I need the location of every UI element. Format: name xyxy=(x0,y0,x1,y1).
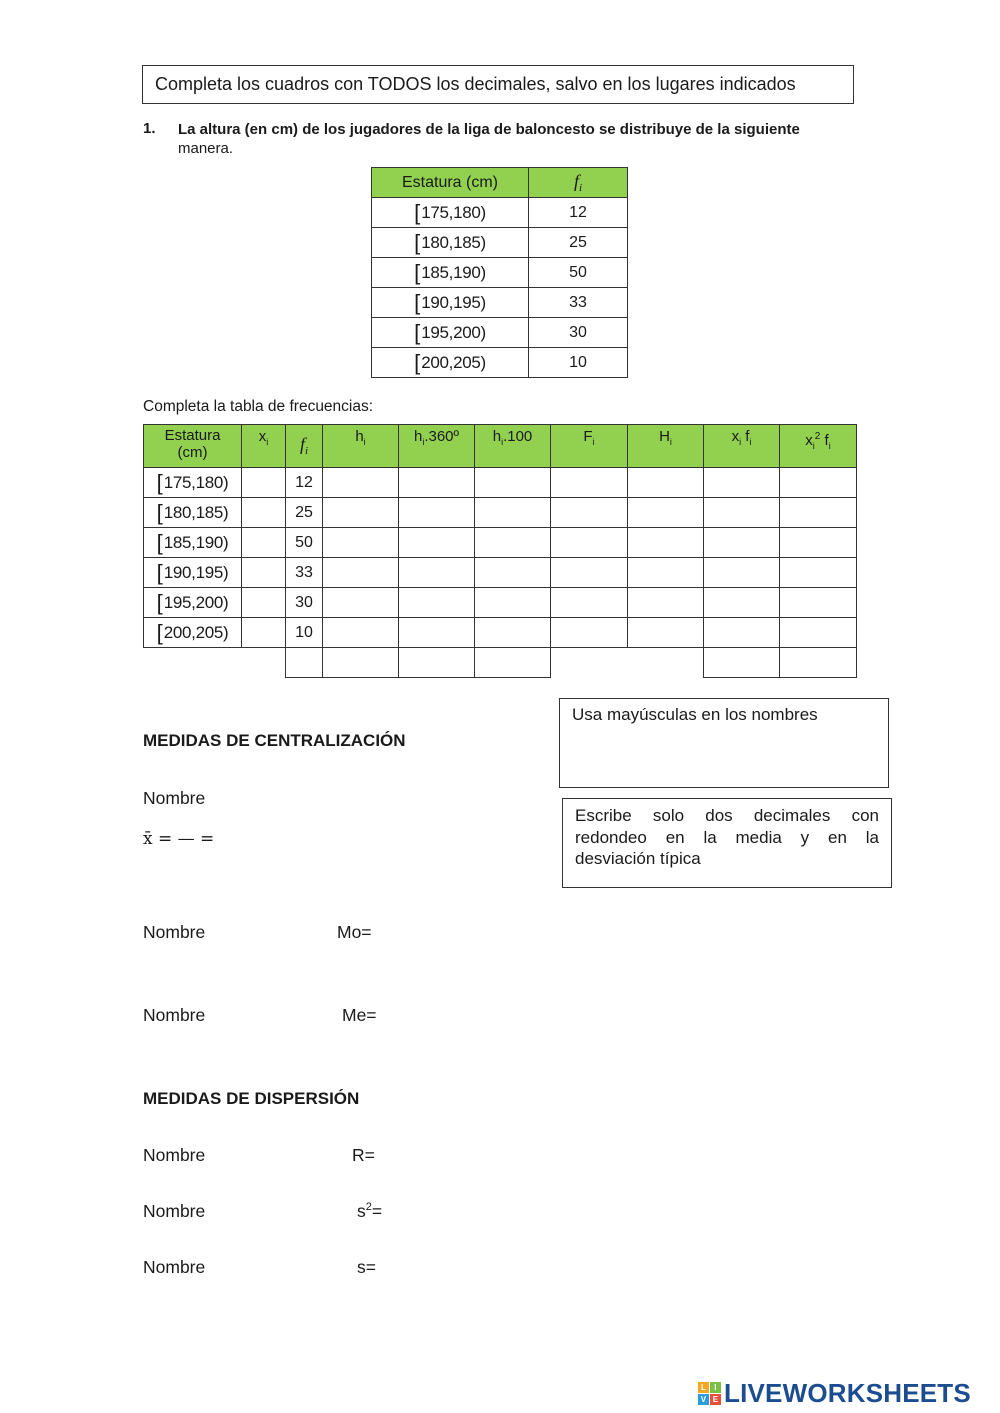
hi100-input[interactable] xyxy=(475,498,551,528)
xi2fi-input[interactable] xyxy=(780,618,857,648)
interval-cell: [180,185) xyxy=(144,498,242,528)
xi-input[interactable] xyxy=(242,618,286,648)
header-xi-fi: $x_i$ $f_i$ xyxy=(704,425,780,468)
table-row xyxy=(372,288,628,318)
mean-name-label: Nombre xyxy=(143,788,206,808)
hi-input[interactable] xyxy=(323,498,399,528)
header-estatura: Estatura (cm) xyxy=(144,425,242,468)
header-fi: $f_i$ xyxy=(286,425,323,468)
total-xi2fi-input[interactable] xyxy=(780,648,857,678)
hi-input[interactable] xyxy=(323,558,399,588)
range-name-label: Nombre xyxy=(143,1145,206,1165)
std-label: s= xyxy=(357,1257,376,1277)
xifi-input[interactable] xyxy=(704,528,780,558)
section-centralization-title: MEDIDAS DE CENTRALIZACIÓN xyxy=(143,731,406,750)
logo-letter: I xyxy=(710,1382,721,1393)
header-hi-100: $h_i.100$ xyxy=(475,425,551,468)
Hi-input[interactable] xyxy=(628,558,704,588)
xifi-input[interactable] xyxy=(704,468,780,498)
xi2fi-input[interactable] xyxy=(780,528,857,558)
frequency-cell: 50 xyxy=(286,528,323,558)
Hi-input[interactable] xyxy=(628,588,704,618)
interval-cell: [200,205) xyxy=(144,618,242,648)
totals-row xyxy=(144,648,857,678)
hi100-input[interactable] xyxy=(475,528,551,558)
table-row xyxy=(144,498,857,528)
frequency-cell: 33 xyxy=(286,558,323,588)
logo-text: LIVEWORKSHEETS xyxy=(724,1378,971,1408)
xi2fi-input[interactable] xyxy=(780,498,857,528)
table-row xyxy=(372,198,628,228)
median-label: Me= xyxy=(342,1005,377,1025)
header-fi-sub: i xyxy=(578,182,583,195)
xi-input[interactable] xyxy=(242,468,286,498)
Fi-input[interactable] xyxy=(551,558,628,588)
variance-label: $s^2=$ xyxy=(357,1201,383,1221)
frequency-cell: 10 xyxy=(529,348,628,378)
xifi-input[interactable] xyxy=(704,558,780,588)
frequency-cell: 12 xyxy=(286,468,323,498)
Fi-input[interactable] xyxy=(551,618,628,648)
median-name-label: Nombre xyxy=(143,1005,206,1025)
hi100-input[interactable] xyxy=(475,588,551,618)
Hi-input[interactable] xyxy=(628,468,704,498)
interval-cell: [185,190) xyxy=(144,528,242,558)
Fi-input[interactable] xyxy=(551,498,628,528)
question-number: 1. xyxy=(143,120,156,137)
xi-input[interactable] xyxy=(242,558,286,588)
hi-input[interactable] xyxy=(323,468,399,498)
Hi-input[interactable] xyxy=(628,498,704,528)
header-Hi: $H_i$ xyxy=(628,425,704,468)
frequency-cell: 12 xyxy=(529,198,628,228)
liveworksheets-logo xyxy=(698,1378,971,1409)
variance-name-label: Nombre xyxy=(143,1201,206,1221)
xi-input[interactable] xyxy=(242,588,286,618)
header-fi xyxy=(529,168,628,198)
table-row xyxy=(144,558,857,588)
table-caption: Completa la tabla de frecuencias: xyxy=(143,398,374,415)
uppercase-note-box: Usa mayúsculas en los nombres xyxy=(559,698,889,788)
xi-input[interactable] xyxy=(242,498,286,528)
frequency-cell: 33 xyxy=(529,288,628,318)
std-name-label: Nombre xyxy=(143,1257,206,1277)
hi-input[interactable] xyxy=(323,618,399,648)
header-Fi: $F_i$ xyxy=(551,425,628,468)
total-hi360-input[interactable] xyxy=(399,648,475,678)
mode-label: Mo= xyxy=(337,922,372,942)
table-row xyxy=(372,228,628,258)
frequency-cell: 25 xyxy=(286,498,323,528)
total-hi100-input[interactable] xyxy=(475,648,551,678)
Fi-input[interactable] xyxy=(551,528,628,558)
interval-cell: [175,180) xyxy=(144,468,242,498)
mode-name-label: Nombre xyxy=(143,922,206,942)
decimals-note-box: Escribe solo dos decimales con redondeo en la media y en la desviación típica xyxy=(562,798,892,888)
logo-letter: V xyxy=(698,1394,709,1405)
hi-input[interactable] xyxy=(323,588,399,618)
hi360-input[interactable] xyxy=(399,588,475,618)
logo-letter: E xyxy=(710,1394,721,1405)
interval-cell: [195,200) xyxy=(144,588,242,618)
table-row xyxy=(144,618,857,648)
hi-input[interactable] xyxy=(323,528,399,558)
hi360-input[interactable] xyxy=(399,618,475,648)
xifi-input[interactable] xyxy=(704,618,780,648)
hi100-input[interactable] xyxy=(475,558,551,588)
logo-mark-icon xyxy=(698,1382,721,1405)
xi-input[interactable] xyxy=(242,528,286,558)
frequency-cell: 25 xyxy=(529,228,628,258)
instruction-box: Completa los cuadros con TODOS los decimales, salvo en los lugares indicados xyxy=(142,65,854,104)
hi100-input[interactable] xyxy=(475,468,551,498)
xifi-input[interactable] xyxy=(704,588,780,618)
frequency-cell: 10 xyxy=(286,618,323,648)
total-fi-input[interactable] xyxy=(286,648,323,678)
hi360-input[interactable] xyxy=(399,558,475,588)
total-xifi-input[interactable] xyxy=(704,648,780,678)
frequency-table-to-complete xyxy=(143,424,857,678)
table-row xyxy=(144,528,857,558)
frequency-data-table xyxy=(371,167,628,378)
interval-cell: [175,180) xyxy=(372,198,529,228)
frequency-cell: 30 xyxy=(529,318,628,348)
section-dispersion-title: MEDIDAS DE DISPERSIÓN xyxy=(143,1089,360,1108)
xi2fi-input[interactable] xyxy=(780,588,857,618)
header-xi: $x_i$ xyxy=(242,425,286,468)
table-row xyxy=(372,318,628,348)
question-text-rest: manera. xyxy=(178,140,234,157)
header-fi-main: f xyxy=(573,170,579,191)
question-text xyxy=(178,120,868,158)
interval-cell: [180,185) xyxy=(372,228,529,258)
frequency-cell: 30 xyxy=(286,588,323,618)
xifi-input[interactable] xyxy=(704,498,780,528)
Hi-input[interactable] xyxy=(628,528,704,558)
table-row xyxy=(372,258,628,288)
Hi-input[interactable] xyxy=(628,618,704,648)
Fi-input[interactable] xyxy=(551,468,628,498)
interval-cell: [190,195) xyxy=(144,558,242,588)
frequency-cell: 50 xyxy=(529,258,628,288)
hi360-input[interactable] xyxy=(399,498,475,528)
table-row xyxy=(144,588,857,618)
table-row xyxy=(372,348,628,378)
interval-cell: [200,205) xyxy=(372,348,529,378)
interval-cell: [195,200) xyxy=(372,318,529,348)
header-estatura: Estatura (cm) xyxy=(372,168,529,198)
interval-cell: [190,195) xyxy=(372,288,529,318)
hi360-input[interactable] xyxy=(399,528,475,558)
xi2fi-input[interactable] xyxy=(780,558,857,588)
header-xi2-fi: $x_i^2$ $f_i$ xyxy=(780,425,857,468)
total-hi-input[interactable] xyxy=(323,648,399,678)
Fi-input[interactable] xyxy=(551,588,628,618)
range-label: R= xyxy=(352,1145,375,1165)
header-hi: $h_i$ xyxy=(323,425,399,468)
interval-cell: [185,190) xyxy=(372,258,529,288)
hi100-input[interactable] xyxy=(475,618,551,648)
logo-letter: L xyxy=(698,1382,709,1393)
question-text-bold: La altura (en cm) de los jugadores de la liga de baloncesto se distribuye de la siguiente xyxy=(178,121,800,138)
hi360-input[interactable] xyxy=(399,468,475,498)
xi2fi-input[interactable] xyxy=(780,468,857,498)
header-hi-360: $h_i.360º$ xyxy=(399,425,475,468)
mean-formula: x̄ = — = xyxy=(143,829,215,849)
table-row xyxy=(144,468,857,498)
